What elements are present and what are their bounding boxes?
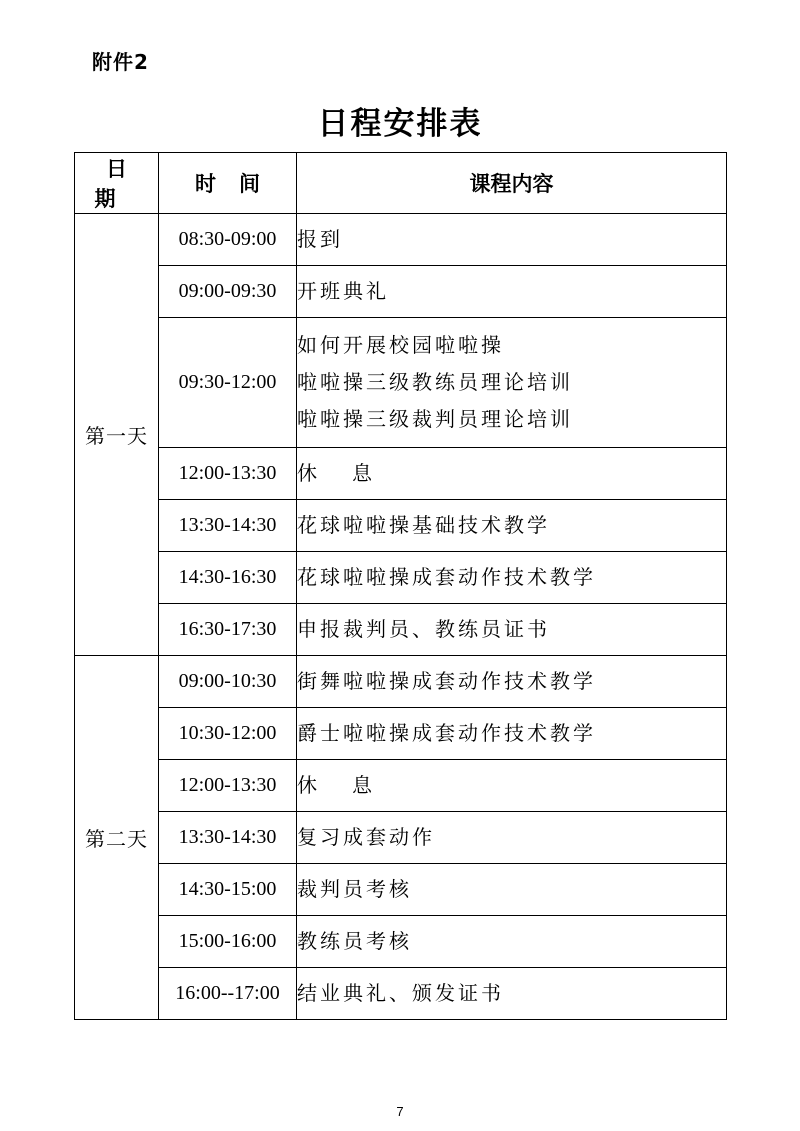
session-time: 16:30-17:30	[159, 604, 297, 656]
session-content	[297, 864, 727, 916]
session-time: 09:00-10:30	[159, 656, 297, 708]
content-line: 花球啦啦操基础技术教学	[297, 513, 550, 537]
content-line: 花球啦啦操成套动作技术教学	[297, 565, 596, 589]
table-row	[75, 916, 727, 968]
session-content	[297, 656, 727, 708]
session-content	[297, 708, 727, 760]
content-line: 裁判员考核	[297, 877, 412, 901]
page-number: 7	[396, 1104, 404, 1119]
schedule-table	[74, 152, 727, 1020]
table-row	[75, 864, 727, 916]
session-time: 13:30-14:30	[159, 500, 297, 552]
content-line: 爵士啦啦操成套动作技术教学	[297, 721, 596, 745]
table-header-row	[75, 153, 727, 214]
column-header-date: 日期	[75, 153, 159, 214]
session-content	[297, 552, 727, 604]
content-line: 结业典礼、颁发证书	[297, 981, 504, 1005]
session-time: 15:00-16:00	[159, 916, 297, 968]
content-line: 街舞啦啦操成套动作技术教学	[297, 669, 596, 693]
content-line: 啦啦操三级教练员理论培训	[297, 370, 573, 394]
session-time: 10:30-12:00	[159, 708, 297, 760]
table-row	[75, 604, 727, 656]
column-header-time: 时间	[159, 153, 297, 214]
table-row	[75, 760, 727, 812]
session-time: 16:00--17:00	[159, 968, 297, 1020]
session-time: 13:30-14:30	[159, 812, 297, 864]
session-content	[297, 266, 727, 318]
content-line: 休 息	[297, 773, 375, 797]
attachment-label: 附件2	[92, 50, 149, 74]
content-line: 复习成套动作	[297, 825, 435, 849]
session-time: 14:30-15:00	[159, 864, 297, 916]
session-content	[297, 604, 727, 656]
session-time: 08:30-09:00	[159, 214, 297, 266]
content-line: 教练员考核	[297, 929, 412, 953]
session-time: 12:00-13:30	[159, 448, 297, 500]
table-row	[75, 318, 727, 448]
content-line: 开班典礼	[297, 279, 389, 303]
table-row	[75, 812, 727, 864]
session-time: 14:30-16:30	[159, 552, 297, 604]
session-content	[297, 916, 727, 968]
session-time: 12:00-13:30	[159, 760, 297, 812]
session-content	[297, 812, 727, 864]
session-time: 09:00-09:30	[159, 266, 297, 318]
session-content	[297, 214, 727, 266]
content-line: 休 息	[297, 461, 375, 485]
table-row	[75, 552, 727, 604]
day-label-2: 第二天	[75, 656, 159, 1020]
session-content	[297, 500, 727, 552]
column-header-content: 课程内容	[297, 153, 727, 214]
table-row	[75, 448, 727, 500]
session-content	[297, 448, 727, 500]
table-row	[75, 708, 727, 760]
day-label-1: 第一天	[75, 214, 159, 656]
session-content	[297, 318, 727, 448]
page-title: 日程安排表	[317, 106, 483, 142]
session-time: 09:30-12:00	[159, 318, 297, 448]
table-row	[75, 266, 727, 318]
content-line: 啦啦操三级裁判员理论培训	[297, 407, 573, 431]
content-line: 报到	[297, 227, 343, 251]
table-row	[75, 968, 727, 1020]
table-row	[75, 656, 727, 708]
content-line: 如何开展校园啦啦操	[297, 333, 504, 357]
session-content	[297, 760, 727, 812]
table-row	[75, 214, 727, 266]
table-row	[75, 500, 727, 552]
session-content	[297, 968, 727, 1020]
content-line: 申报裁判员、教练员证书	[297, 617, 550, 641]
